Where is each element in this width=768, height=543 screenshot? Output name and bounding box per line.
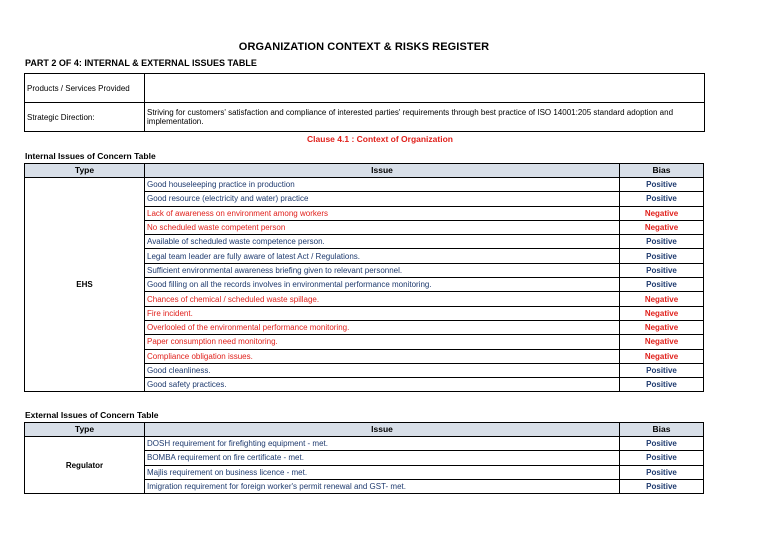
external-header-row — [25, 423, 704, 437]
bias-cell: Positive — [620, 278, 704, 292]
bias-cell: Negative — [620, 220, 704, 234]
bias-cell: Positive — [620, 363, 704, 377]
external-heading: External Issues of Concern Table — [25, 410, 159, 420]
bias-cell: Positive — [620, 451, 704, 465]
issue-cell: Good houseleeping practice in production — [145, 178, 620, 192]
issue-cell: Good resource (electricity and water) practice — [145, 192, 620, 206]
issue-cell: Overlooled of the environmental performance monitoring. — [145, 320, 620, 334]
internal-heading: Internal Issues of Concern Table — [25, 151, 156, 161]
bias-cell: Positive — [620, 479, 704, 493]
bias-cell: Negative — [620, 206, 704, 220]
issue-cell: Compliance obligation issues. — [145, 349, 620, 363]
table-row — [25, 437, 704, 451]
issue-cell: DOSH requirement for firefighting equipment - met. — [145, 437, 620, 451]
external-type-header: Type — [25, 423, 145, 437]
table-row — [25, 178, 704, 192]
internal-issue-header: Issue — [145, 164, 620, 178]
external-issue-header: Issue — [145, 423, 620, 437]
issue-cell: Legal team leader are fully aware of latest Act / Regulations. — [145, 249, 620, 263]
bias-cell: Negative — [620, 292, 704, 306]
issue-cell: No scheduled waste competent person — [145, 220, 620, 234]
issue-cell: Good cleanliness. — [145, 363, 620, 377]
bias-cell: Positive — [620, 437, 704, 451]
bias-cell: Positive — [620, 178, 704, 192]
issue-cell: Paper consumption need monitoring. — [145, 335, 620, 349]
issue-cell: Majlis requirement on business licence - met. — [145, 465, 620, 479]
bias-cell: Negative — [620, 335, 704, 349]
issue-cell: Imigration requirement for foreign worker's permit renewal and GST- met. — [145, 479, 620, 493]
issue-cell: Chances of chemical / scheduled waste spillage. — [145, 292, 620, 306]
document-title: ORGANIZATION CONTEXT & RISKS REGISTER — [238, 41, 490, 53]
issue-cell: Sufficient environmental awareness briefing given to relevant personnel. — [145, 263, 620, 277]
part-heading: PART 2 OF 4: INTERNAL & EXTERNAL ISSUES TABLE — [25, 58, 257, 68]
products-row — [25, 74, 705, 103]
context-table — [24, 73, 705, 132]
bias-cell: Positive — [620, 235, 704, 249]
products-label: Products / Services Provided — [25, 74, 145, 103]
internal-type-header: Type — [25, 164, 145, 178]
issue-cell: Lack of awareness on environment among workers — [145, 206, 620, 220]
issue-cell: Fire incident. — [145, 306, 620, 320]
products-value — [145, 74, 705, 103]
internal-type-cell: EHS — [25, 178, 145, 392]
bias-cell: Positive — [620, 192, 704, 206]
bias-cell: Positive — [620, 263, 704, 277]
external-type-cell: Regulator — [25, 437, 145, 494]
issue-cell: Available of scheduled waste competence person. — [145, 235, 620, 249]
bias-cell: Negative — [620, 306, 704, 320]
strategic-row — [25, 103, 705, 132]
strategic-value: Striving for customers' satisfaction and compliance of interested parties' requirements through best practice of ISO 14001:205 standard adoption and implementation. — [145, 103, 705, 132]
bias-cell: Positive — [620, 249, 704, 263]
clause-heading: Clause 4.1 : Context of Organization — [307, 134, 453, 144]
strategic-label: Strategic Direction: — [25, 103, 145, 132]
bias-cell: Negative — [620, 349, 704, 363]
issue-cell: BOMBA requirement on fire certificate - met. — [145, 451, 620, 465]
internal-header-row — [25, 164, 704, 178]
external-bias-header: Bias — [620, 423, 704, 437]
bias-cell: Positive — [620, 378, 704, 392]
issue-cell: Good filling on all the records involves in environmental performance monitoring. — [145, 278, 620, 292]
external-issues-table — [24, 422, 704, 494]
internal-bias-header: Bias — [620, 164, 704, 178]
bias-cell: Positive — [620, 465, 704, 479]
internal-issues-table — [24, 163, 704, 392]
issue-cell: Good safety practices. — [145, 378, 620, 392]
bias-cell: Negative — [620, 320, 704, 334]
